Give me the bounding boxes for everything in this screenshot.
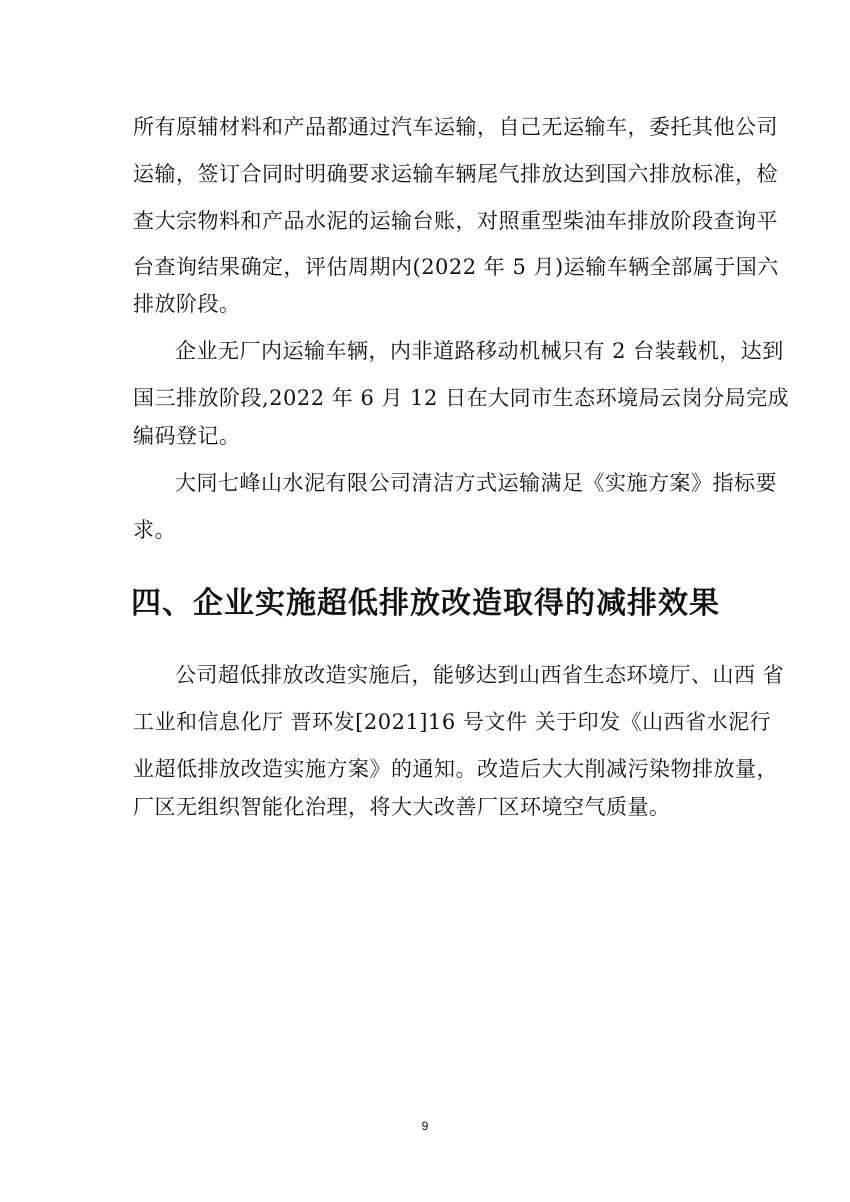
- paragraph-1-line-3: 查大宗物料和产品水泥的运输台账，对照重型柴油车排放阶段查询平: [133, 209, 778, 233]
- section-heading: 四、企业实施超低排放改造取得的减排效果: [131, 586, 720, 621]
- section-paragraph-line-3: 业超低排放改造实施方案》的通知。改造后大大削减污染物排放量，: [133, 757, 778, 781]
- paragraph-2-line-3: 编码登记。: [133, 424, 241, 448]
- section-paragraph-line-1: 公司超低排放改造实施后，能够达到山西省生态环境厅、山西 省: [175, 663, 785, 687]
- section-paragraph-line-2: 工业和信息化厅 晋环发[2021]16 号文件 关于印发《山西省水泥行: [133, 710, 772, 734]
- paragraph-3-line-1: 大同七峰山水泥有限公司清洁方式运输满足《实施方案》指标要: [175, 471, 777, 495]
- paragraph-3-line-2: 求。: [133, 518, 176, 542]
- paragraph-2-line-1: 企业无厂内运输车辆，内非道路移动机械只有 2 台装载机，达到: [175, 339, 784, 363]
- paragraph-1-line-1: 所有原辅材料和产品都通过汽车运输，自己无运输车，委托其他公司: [133, 115, 778, 139]
- paragraph-2-line-2: 国三排放阶段,2022 年 6 月 12 日在大同市生态环境局云岗分局完成: [133, 386, 790, 410]
- paragraph-1-line-2: 运输，签订合同时明确要求运输车辆尾气排放达到国六排放标准，检: [133, 162, 778, 186]
- section-paragraph-line-4: 厂区无组织智能化治理，将大大改善厂区环境空气质量。: [133, 795, 671, 819]
- paragraph-1-line-4: 台查询结果确定，评估周期内(2022 年 5 月)运输车辆全部属于国六: [133, 255, 779, 279]
- paragraph-1-line-5: 排放阶段。: [133, 292, 241, 316]
- page-number: 9: [421, 1119, 429, 1133]
